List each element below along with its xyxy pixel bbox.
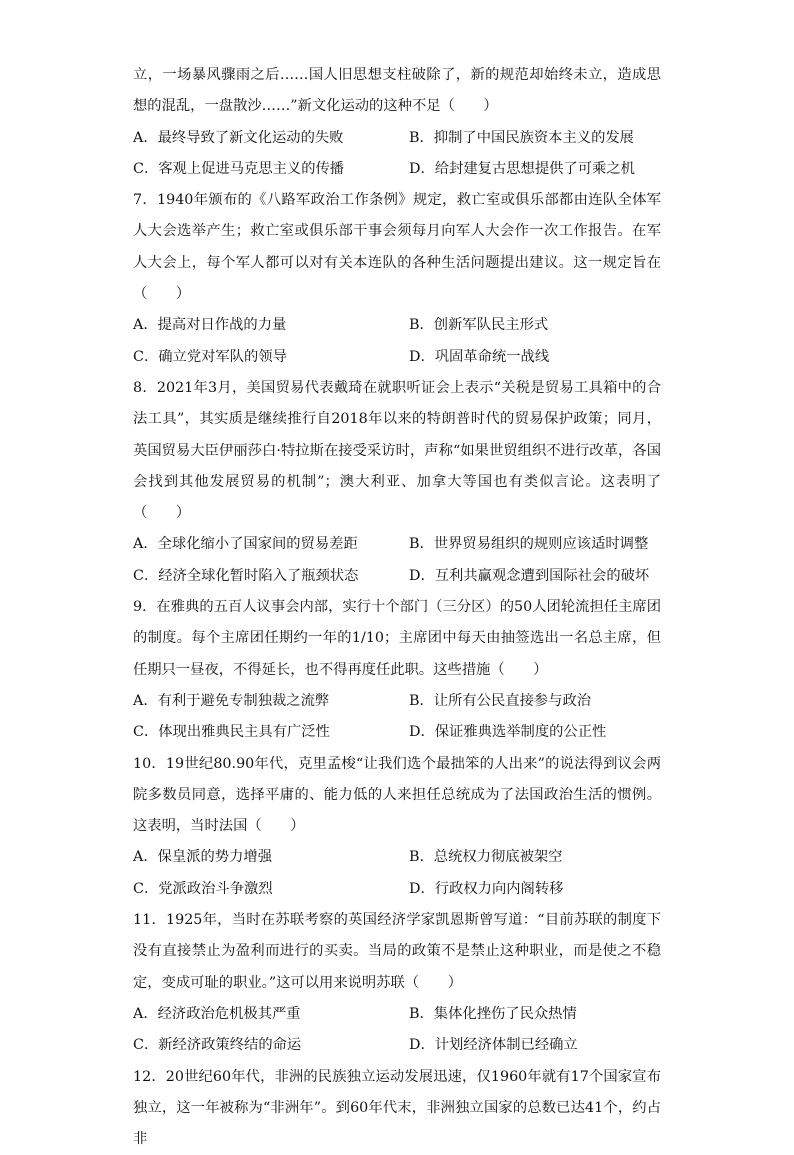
- question-10: [133, 749, 661, 905]
- option-b[interactable]: B．创新军队民主形式: [409, 310, 548, 341]
- question-8: [133, 373, 661, 592]
- option-a[interactable]: A．保皇派的势力增强: [133, 842, 272, 873]
- question-stem: 8．2021年3月，美国贸易代表戴琦在就职听证会上表示“关税是贸易工具箱中的合法工具”，其实质是继续推行自2018年以来的特朗普时代的贸易保护政策；同月，英国贸易大臣伊丽莎白·特拉斯在接受采访时，声称“如果世贸组织不进行改革，各国会找到其他发展贸易的机制”；澳大利亚、加拿大等国也有类似言论。这表明了（ ）: [133, 373, 661, 529]
- options-row: [133, 342, 661, 373]
- option-a[interactable]: A．全球化缩小了国家间的贸易差距: [133, 529, 358, 560]
- option-b[interactable]: B．抑制了中国民族资本主义的发展: [409, 123, 634, 154]
- options-row: [133, 154, 661, 185]
- exam-page: [133, 60, 661, 1155]
- option-d[interactable]: D．行政权力向内阁转移: [409, 874, 563, 905]
- option-a[interactable]: A．最终导致了新文化运动的失败: [133, 123, 343, 154]
- question-stem: 立，一场暴风骤雨之后……国人旧思想支柱破除了，新的规范却始终未立，造成思想的混乱，一盘散沙……”新文化运动的这种不足（ ）: [133, 60, 661, 123]
- option-c[interactable]: C．确立党对军队的领导: [133, 342, 287, 373]
- question-stem: 11．1925年，当时在苏联考察的英国经济学家凯恩斯曾写道：“目前苏联的制度下没有直接禁止为盈利而进行的买卖。当局的政策不是禁止这种职业，而是使之不稳定，变成可耻的职业。”这可以用来说明苏联（ ）: [133, 905, 661, 999]
- options-row: [133, 842, 661, 873]
- option-b[interactable]: B．总统权力彻底被架空: [409, 842, 562, 873]
- option-d[interactable]: D．给封建复古思想提供了可乘之机: [409, 154, 635, 185]
- option-a[interactable]: A．提高对日作战的力量: [133, 310, 286, 341]
- option-d[interactable]: D．保证雅典选举制度的公正性: [409, 717, 606, 748]
- options-row: [133, 561, 661, 592]
- question-stem: 7．1940年颁布的《八路军政治工作条例》规定，救亡室或俱乐部都由连队全体军人大会选举产生；救亡室或俱乐部干事会须每月向军人大会作一次工作报告。在军人大会上，每个军人都可以对有关本连队的各种生活问题提出建议。这一规定旨在（ ）: [133, 185, 661, 310]
- option-c[interactable]: C．体现出雅典民主具有广泛性: [133, 717, 330, 748]
- option-c[interactable]: C．党派政治斗争激烈: [133, 874, 273, 905]
- question-11: [133, 905, 661, 1061]
- options-row: [133, 123, 661, 154]
- options-row: [133, 310, 661, 341]
- option-c[interactable]: C．经济全球化暂时陷入了瓶颈状态: [133, 561, 358, 592]
- question-stem: 9．在雅典的五百人议事会内部，实行十个部门（三分区）的50人团轮流担任主席团的制度。每个主席团任期约一年的1/10；主席团中每天由抽签选出一名总主席，但任期只一昼夜，不得延长，也不得再度任此职。这些措施（ ）: [133, 592, 661, 686]
- option-b[interactable]: B．世界贸易组织的规则应该适时调整: [409, 529, 648, 560]
- option-d[interactable]: D．互利共赢观念遭到国际社会的破坏: [409, 561, 649, 592]
- question-stem: 12．20世纪60年代，非洲的民族独立运动发展迅速，仅1960年就有17个国家宣布独立，这一年被称为“非洲年”。到60年代末，非洲独立国家的总数已达41个，约占非: [133, 1062, 661, 1155]
- question-7: [133, 185, 661, 373]
- option-d[interactable]: D．巩固革命统一战线: [409, 342, 549, 373]
- question-6-continuation: [133, 60, 661, 185]
- option-b[interactable]: B．让所有公民直接参与政治: [409, 686, 591, 717]
- option-c[interactable]: C．新经济政策终结的命运: [133, 1030, 301, 1061]
- option-a[interactable]: A．有利于避免专制独裁之流弊: [133, 686, 329, 717]
- options-row: [133, 529, 661, 560]
- options-row: [133, 686, 661, 717]
- question-12: [133, 1062, 661, 1155]
- options-row: [133, 717, 661, 748]
- option-d[interactable]: D．计划经济体制已经确立: [409, 1030, 578, 1061]
- option-b[interactable]: B．集体化挫伤了民众热情: [409, 999, 577, 1030]
- options-row: [133, 1030, 661, 1061]
- option-c[interactable]: C．客观上促进马克思主义的传播: [133, 154, 344, 185]
- options-row: [133, 999, 661, 1030]
- options-row: [133, 874, 661, 905]
- option-a[interactable]: A．经济政治危机极其严重: [133, 999, 301, 1030]
- question-stem: 10．19世纪80.90年代，克里孟梭“让我们选个最拙笨的人出来”的说法得到议会两院多数员同意，选择平庸的、能力低的人来担任总统成为了法国政治生活的惯例。这表明，当时法国（ ）: [133, 749, 661, 843]
- question-9: [133, 592, 661, 748]
